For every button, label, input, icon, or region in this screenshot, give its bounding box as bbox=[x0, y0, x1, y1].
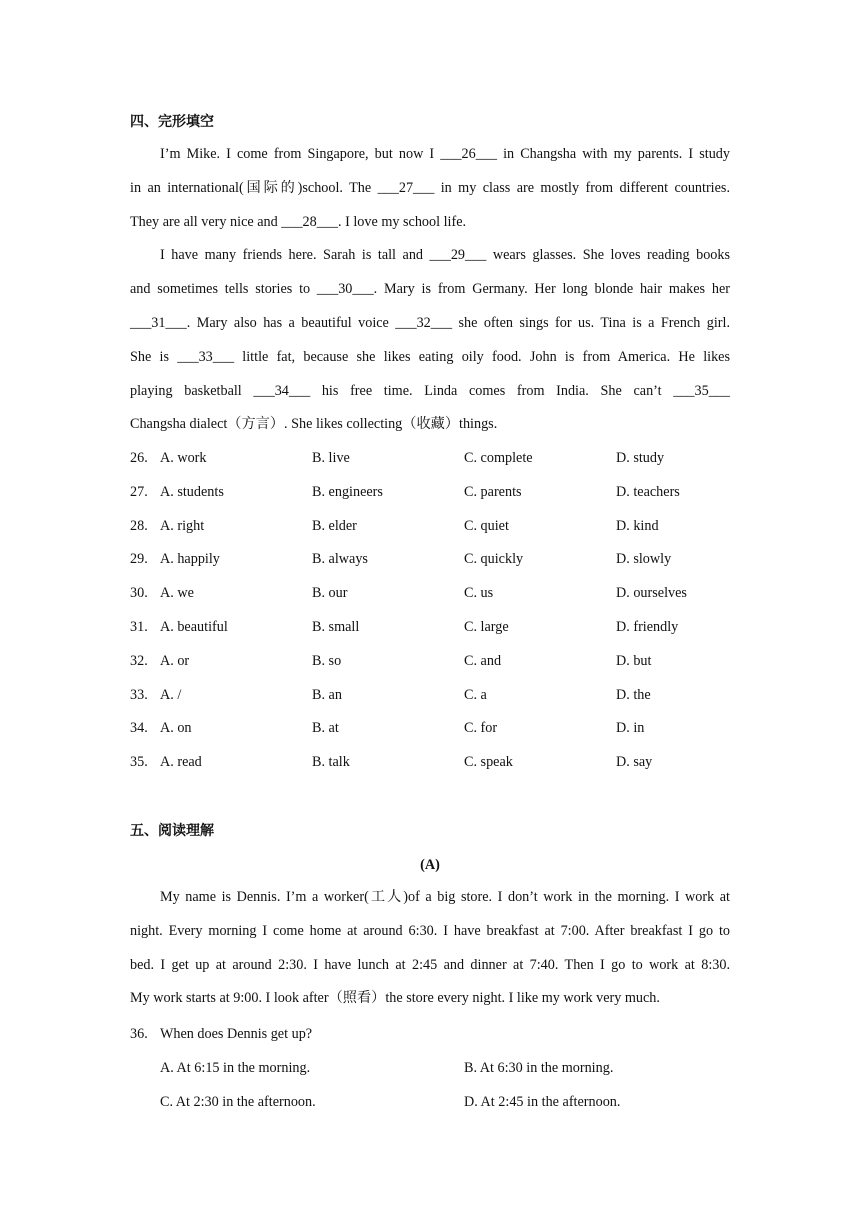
question-row bbox=[130, 645, 770, 679]
reading-passage bbox=[130, 881, 730, 1016]
option-c: C. complete bbox=[464, 450, 533, 466]
question-row bbox=[130, 476, 770, 510]
option-d: D. friendly bbox=[616, 618, 679, 635]
question-number: 33. bbox=[130, 686, 148, 703]
question-number: 34. bbox=[130, 720, 148, 737]
passage-line: bed. I get up at around 2:30. I have lunch at 2:45 and dinner at 7:40. Then I go to work at 8:30. bbox=[130, 956, 730, 973]
passage-line: They are all very nice and ___28___. I love my school life. bbox=[130, 213, 467, 230]
answer-b: B. At 6:30 in the morning. bbox=[464, 1060, 614, 1076]
question-text: When does Dennis get up? bbox=[160, 1026, 313, 1042]
option-b: B. elder bbox=[312, 517, 357, 534]
option-b: B. an bbox=[312, 686, 342, 703]
section-heading-reading: 五、阅读理解 bbox=[130, 823, 214, 839]
option-b: B. live bbox=[312, 450, 350, 466]
answer-a: A. At 6:15 in the morning. bbox=[160, 1060, 311, 1076]
option-a: A. happily bbox=[160, 551, 220, 568]
option-c: C. parents bbox=[464, 483, 522, 500]
passage-line: I have many friends here. Sarah is tall and ___29___ wears glasses. She loves reading books bbox=[160, 247, 730, 264]
question-number: 36. bbox=[130, 1026, 148, 1042]
option-b: B. always bbox=[312, 551, 368, 568]
option-b: B. engineers bbox=[312, 483, 383, 500]
question-row bbox=[130, 611, 770, 645]
option-c: C. quiet bbox=[464, 517, 509, 534]
option-c: C. us bbox=[464, 585, 494, 602]
option-d: D. the bbox=[616, 686, 651, 703]
question-number: 35. bbox=[130, 754, 148, 771]
answer-c: C. At 2:30 in the afternoon. bbox=[160, 1094, 316, 1110]
option-d: D. say bbox=[616, 754, 653, 771]
option-d: D. ourselves bbox=[616, 585, 687, 602]
question-number: 28. bbox=[130, 517, 148, 534]
passage-line: in an international(国际的)school. The ___27___ in my class are mostly from different countries. bbox=[130, 179, 730, 196]
option-c: C. and bbox=[464, 652, 502, 669]
option-d: D. teachers bbox=[616, 483, 680, 500]
answer-d: D. At 2:45 in the afternoon. bbox=[464, 1094, 621, 1110]
option-a: A. work bbox=[160, 450, 207, 466]
question-row bbox=[130, 510, 770, 544]
question-number: 30. bbox=[130, 585, 148, 602]
question-number: 31. bbox=[130, 618, 148, 635]
cloze-options bbox=[130, 442, 770, 780]
passage-line: My work starts at 9:00. I look after（照看）the store every night. I like my work very much. bbox=[130, 990, 660, 1007]
option-a: A. or bbox=[160, 652, 190, 669]
option-d: D. slowly bbox=[616, 551, 672, 568]
option-d: D. in bbox=[616, 720, 645, 737]
passage-line: ___31___. Mary also has a beautiful voice ___32___ she often sings for us. Tina is a French girl. bbox=[130, 314, 730, 331]
passage-line: My name is Dennis. I’m a worker(工人)of a big store. I don’t work in the morning. I work at bbox=[160, 889, 730, 905]
question-row bbox=[130, 679, 770, 713]
option-a: A. / bbox=[160, 686, 182, 703]
question-number: 32. bbox=[130, 652, 148, 669]
passage-subtitle: (A) bbox=[420, 857, 440, 873]
option-d: D. but bbox=[616, 652, 652, 669]
option-d: D. study bbox=[616, 450, 665, 466]
question-row bbox=[130, 442, 770, 476]
passage-line: and sometimes tells stories to ___30___. Mary is from Germany. Her long blonde hair makes her bbox=[130, 281, 730, 298]
passage-line: playing basketball ___34___ his free time. Linda comes from India. She can’t ___35___ bbox=[130, 382, 730, 399]
question-row bbox=[130, 712, 770, 746]
option-a: A. students bbox=[160, 483, 224, 500]
question-number: 27. bbox=[130, 483, 148, 500]
option-a: A. right bbox=[160, 517, 205, 534]
option-a: A. we bbox=[160, 585, 194, 602]
option-c: C. large bbox=[464, 618, 509, 635]
passage-line: I’m Mike. I come from Singapore, but now I ___26___ in Changsha with my parents. I study bbox=[160, 146, 730, 162]
option-b: B. so bbox=[312, 652, 342, 669]
option-c: C. quickly bbox=[464, 551, 524, 568]
section-heading-cloze: 四、完形填空 bbox=[130, 114, 214, 130]
question-number: 26. bbox=[130, 450, 148, 466]
option-c: C. speak bbox=[464, 754, 513, 771]
question-number: 29. bbox=[130, 551, 148, 568]
option-a: A. beautiful bbox=[160, 618, 228, 635]
option-c: C. for bbox=[464, 720, 498, 737]
passage-line: She is ___33___ little fat, because she likes eating oily food. John is from America. He likes bbox=[130, 348, 730, 365]
passage-line: night. Every morning I come home at around 6:30. I have breakfast at 7:00. After breakfast I go to bbox=[130, 922, 730, 939]
option-b: B. small bbox=[312, 618, 360, 635]
option-b: B. our bbox=[312, 585, 348, 602]
question-36 bbox=[130, 1024, 313, 1044]
option-b: B. at bbox=[312, 720, 339, 737]
option-b: B. talk bbox=[312, 754, 350, 771]
option-d: D. kind bbox=[616, 517, 659, 534]
cloze-passage bbox=[130, 138, 730, 442]
option-a: A. read bbox=[160, 754, 202, 771]
option-c: C. a bbox=[464, 686, 487, 703]
question-row bbox=[130, 577, 770, 611]
question-row bbox=[130, 543, 770, 577]
question-row bbox=[130, 746, 770, 780]
option-a: A. on bbox=[160, 720, 192, 737]
passage-line: Changsha dialect（方言）. She likes collecting（收藏）things. bbox=[130, 416, 498, 433]
